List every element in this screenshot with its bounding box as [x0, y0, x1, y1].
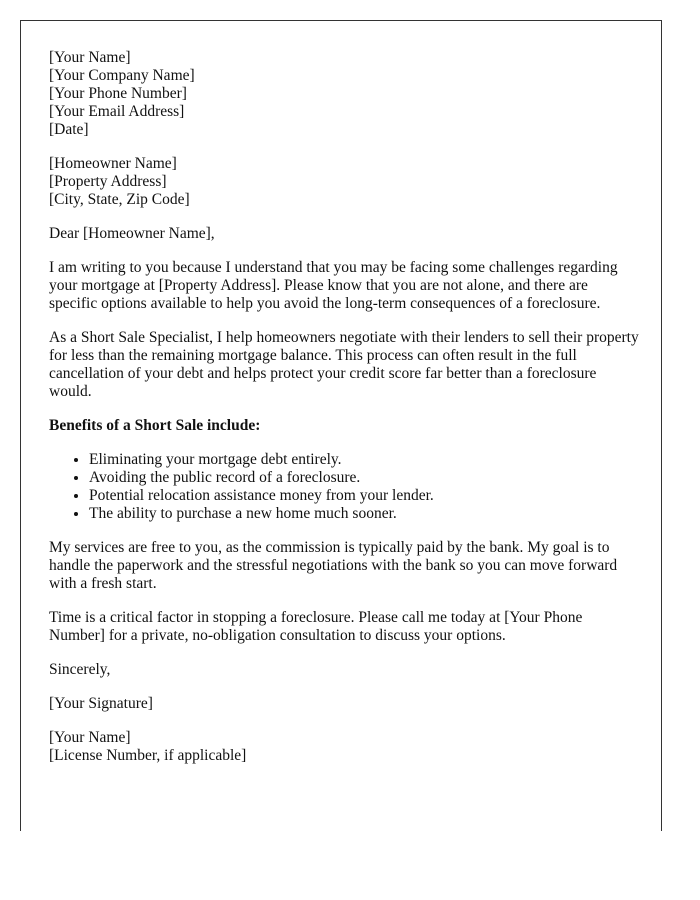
benefits-list: [49, 451, 661, 523]
recipient-name: [Homeowner Name]: [49, 155, 177, 172]
sender-phone: [Your Phone Number]: [49, 85, 187, 102]
closing-name: [Your Name]: [49, 729, 131, 746]
valediction: Sincerely,: [49, 661, 111, 678]
benefit-item: • Potential relocation assistance money from your lender.: [89, 487, 661, 505]
closing-block: [49, 729, 661, 765]
signature-placeholder: [Your Signature]: [49, 695, 153, 712]
recipient-block: [49, 155, 661, 209]
recipient-address: [Property Address]: [49, 173, 167, 190]
specialist-paragraph: As a Short Sale Specialist, I help homeowners negotiate with their lenders to sell their property for less than the remaining mortgage balance. This process can often result in the full cancellation of your debt and helps protect your credit score far better than a foreclosure would.: [49, 329, 639, 400]
sender-block: [49, 49, 661, 139]
benefit-item: • Avoiding the public record of a foreclosure.: [89, 469, 661, 487]
benefit-item: • The ability to purchase a new home much sooner.: [89, 505, 661, 523]
intro-paragraph: I am writing to you because I understand that you may be facing some challenges regarding your mortgage at [Property Address]. Please know that you are not alone, and there are specific options available to help you avoid the long-term consequences of a foreclosure.: [49, 259, 618, 312]
benefits-heading: Benefits of a Short Sale include:: [49, 417, 261, 434]
letter-document: [20, 20, 662, 831]
benefit-item: • Eliminating your mortgage debt entirely.: [89, 451, 661, 469]
salutation: Dear [Homeowner Name],: [49, 225, 215, 242]
sender-email: [Your Email Address]: [49, 103, 185, 120]
recipient-city-state-zip: [City, State, Zip Code]: [49, 191, 190, 208]
license-number: [License Number, if applicable]: [49, 747, 247, 764]
sender-company: [Your Company Name]: [49, 67, 195, 84]
sender-name: [Your Name]: [49, 49, 131, 66]
call-to-action-paragraph: Time is a critical factor in stopping a foreclosure. Please call me today at [Your Phone Number] for a private, no-obligation consultation to discuss your options.: [49, 609, 583, 644]
services-paragraph: My services are free to you, as the commission is typically paid by the bank. My goal is to handle the paperwork and the stressful negotiations with the bank so you can move forward with a fresh start.: [49, 539, 618, 592]
letter-date: [Date]: [49, 121, 89, 138]
